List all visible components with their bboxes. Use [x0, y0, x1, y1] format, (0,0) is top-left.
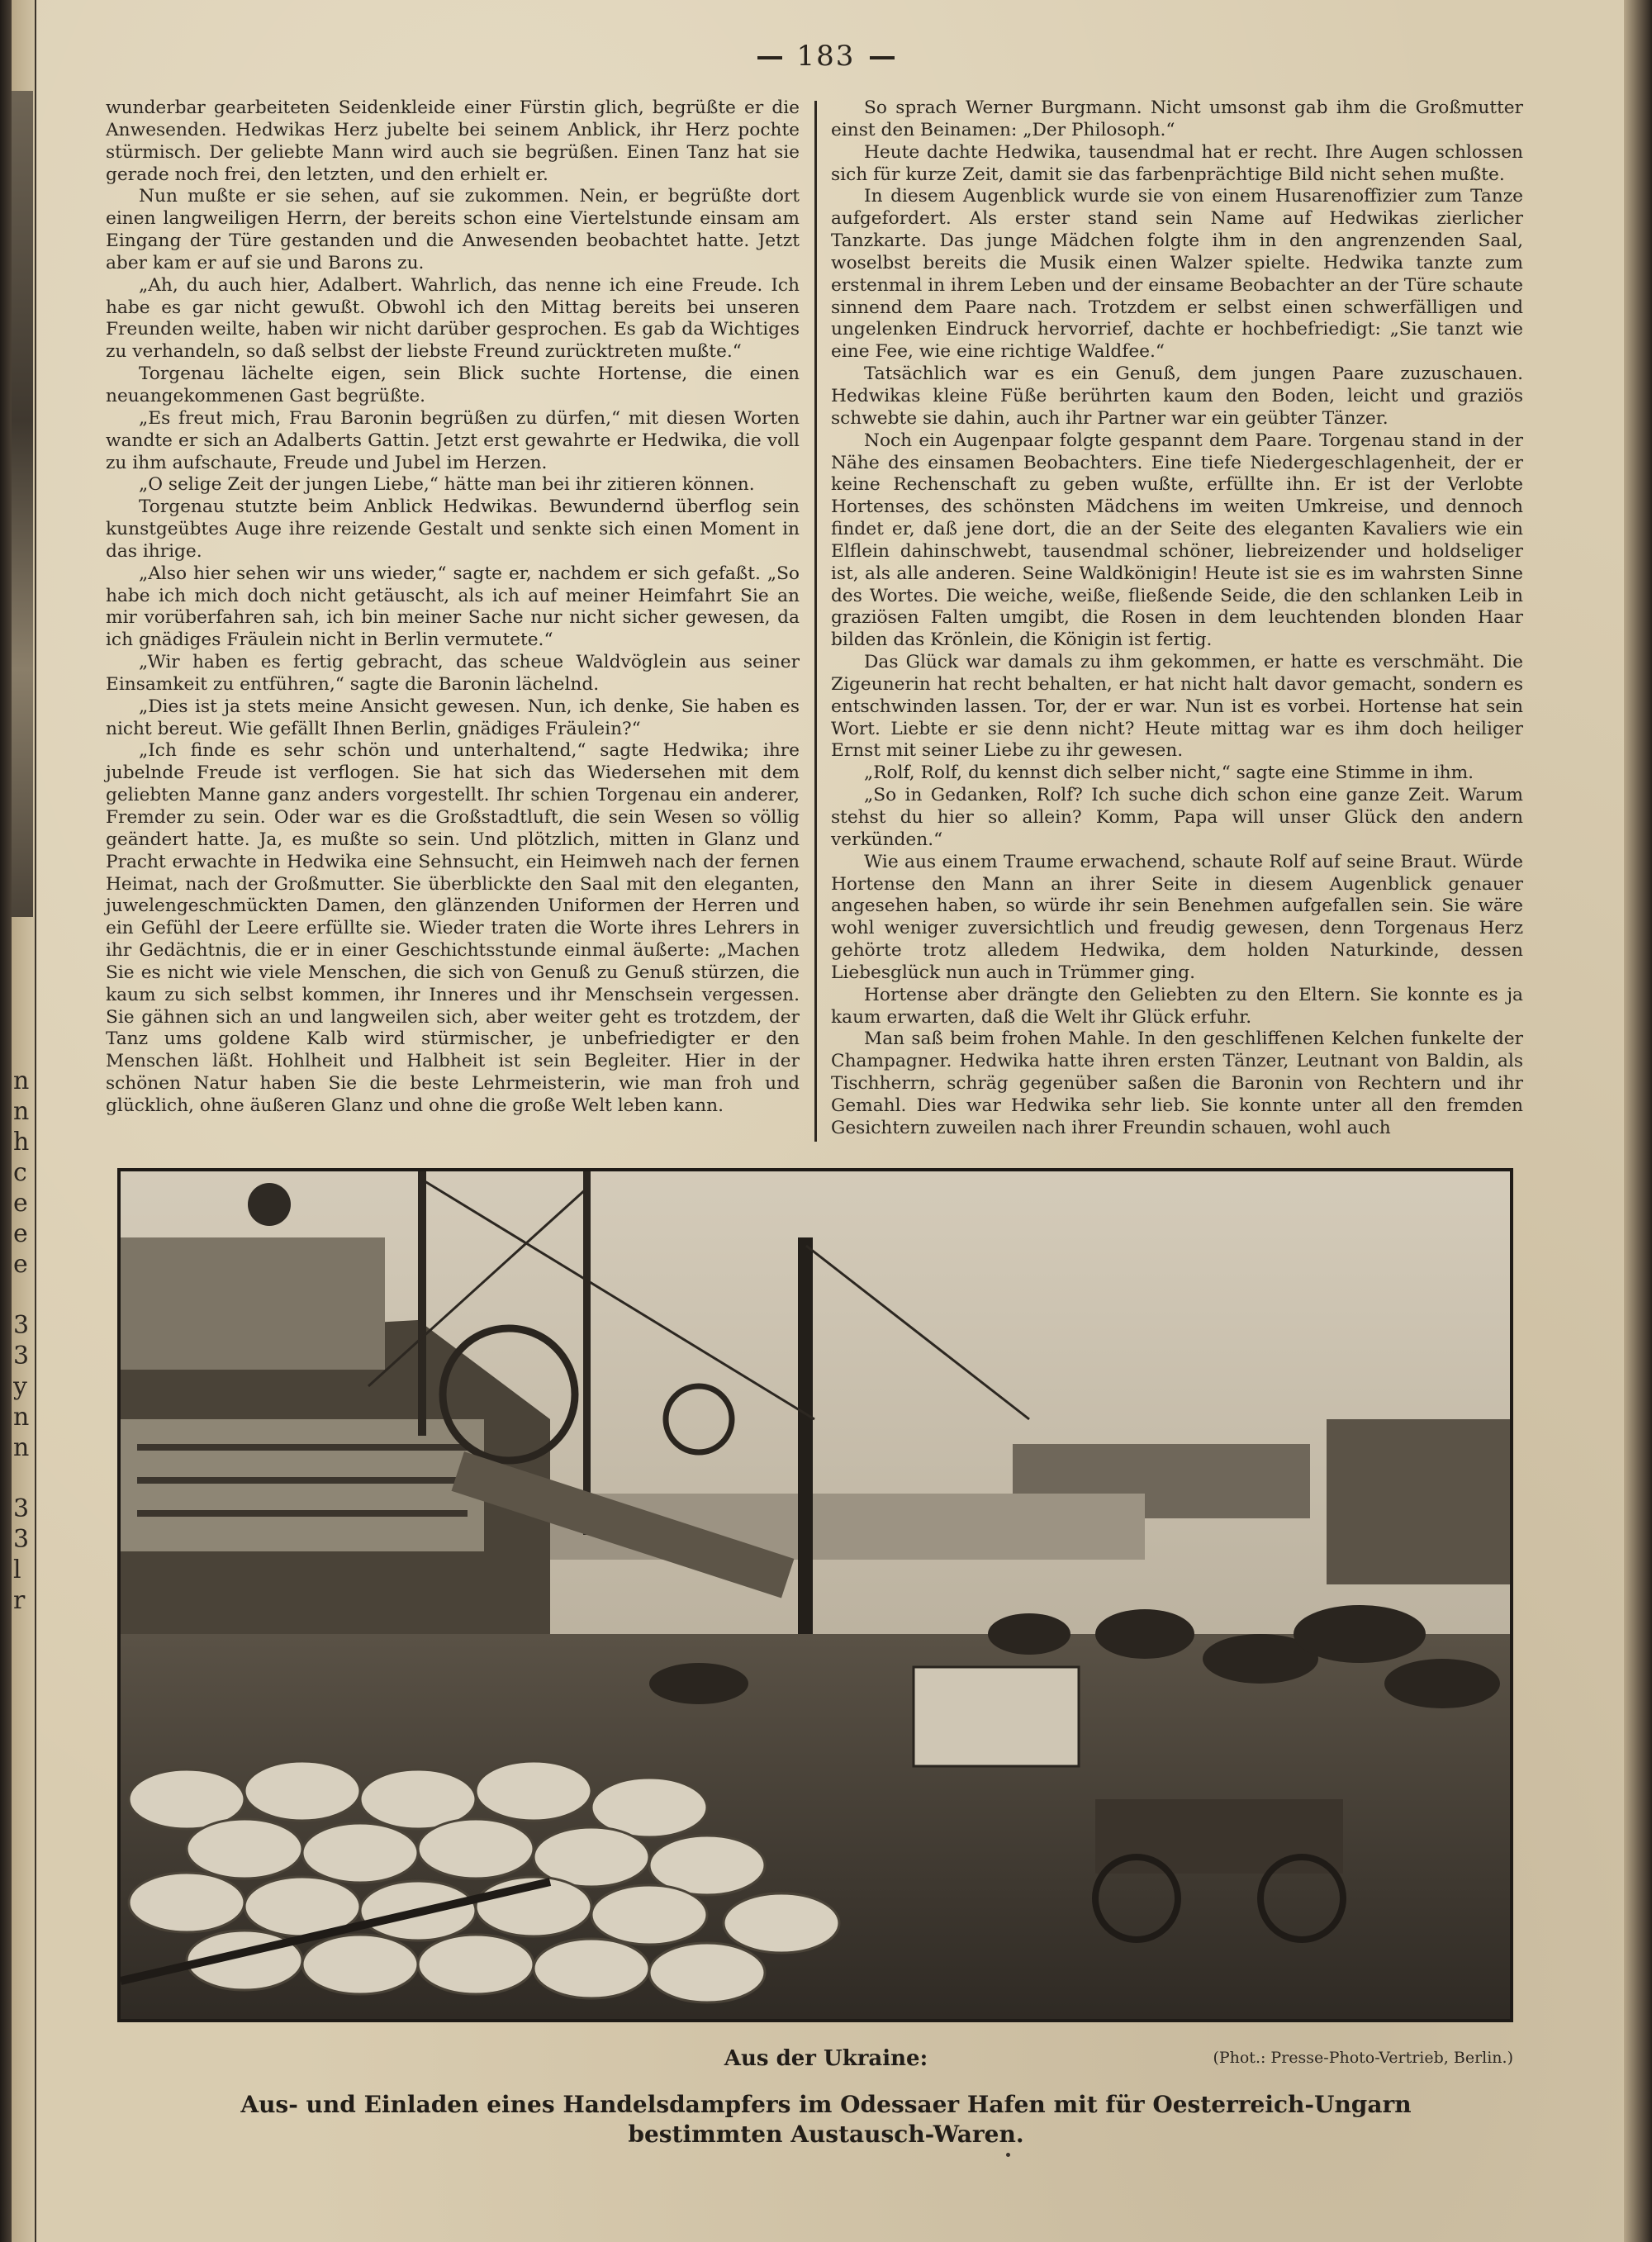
paragraph: „So in Gedanken, Rolf? Ich suche dich schon eine ganze Zeit. Warum stehst du hier so allein? Komm, Papa will unser Glück den andern verkünden.“ — [831, 785, 1523, 850]
photo-caption — [215, 2090, 1437, 2149]
previous-page-letter: n — [13, 1066, 30, 1095]
paragraph: Das Glück war damals zu ihm gekommen, er hatte es verschmäht. Die Zigeunerin hat recht behalten, er hat nicht halt davor gemacht, sondern es entschwinden lassen. Tor, der er war. Nun ist es vorbei. Hortense hat sein Wort. Liebte er sie denn nicht? Heute mittag war es ihm doch heiliger Ernst mit seiner Liebe zu ihr gewesen. — [831, 652, 1523, 762]
ship-porthole — [248, 1183, 291, 1226]
paragraph: „Wir haben es fertig gebracht, das scheue Waldvöglein aus seiner Einsamkeit zu entführen,“ sagte die Baronin lächelnd. — [106, 652, 800, 695]
previous-page-letter: e — [13, 1189, 28, 1218]
dash-right — [870, 56, 895, 59]
left-text-column — [106, 97, 800, 1138]
previous-page-letter: n — [13, 1097, 30, 1126]
previous-page-letter: 3 — [13, 1311, 30, 1340]
photo-caption-heading: Aus der Ukraine: — [724, 2046, 928, 2071]
ship-superstructure — [121, 1419, 484, 1551]
paragraph: Torgenau stutzte beim Anblick Hedwikas. Bewundernd überflog sein kunstgeübtes Auge ihre reizende Gestalt und senkte sich einen Moment in das ihrige. — [106, 496, 800, 562]
previous-page-letter: e — [13, 1219, 28, 1248]
paragraph: Noch ein Augenpaar folgte gespannt dem Paare. Torgenau stand in der Nähe des einsamen Beobachters. Eine tiefe Niedergeschlagenheit, der er keine Rechenschaft zu geben wußte, erfüllte ihn. Er ist der Verlobte Hortenses, des schönsten Mädchens im weiten Umkreise, und dennoch findet er, daß jene dort, die an der Seite des eleganten Kavaliers wie ein Elflein dahinschwebt, tausendmal schöner, liebreizender und holdseliger ist, als alle anderen. Seine Waldkönigin! Heute ist sie es im wahrsten Sinne des Wortes. Die weiche, weiße, fließende Seide, die den schlanken Leib in graziösen Falten umgibt, die Rosen in dem leuchtenden blonden Haar bilden das Krönlein, die Königin ist fertig. — [831, 430, 1523, 651]
previous-page-photo-fragment — [12, 91, 33, 917]
previous-page-letter: 3 — [13, 1494, 30, 1523]
paragraph: „Es freut mich, Frau Baronin begrüßen zu dürfen,“ mit diesen Worten wandte er sich an Adalberts Gattin. Jetzt erst gewahrte er Hedwika, die voll zu ihm aufschaute, Freude und Jubel im Herzen. — [106, 407, 800, 473]
paragraph: Tatsächlich war es ein Genuß, dem jungen Paare zuzuschauen. Hedwikas kleine Füße berührten kaum den Boden, leicht und graziös schwebte sie dahin, auch ihr Partner war ein geübter Tänzer. — [831, 363, 1523, 429]
paragraph: „Ich finde es sehr schön und unterhaltend,“ sagte Hedwika; ihre jubelnde Freude ist verflogen. Sie hat sich das Wiedersehen mit dem geliebten Manne ganz anders vorgestellt. Ihr schien Torgenau ein anderer, Fremder zu sein. Oder war es die Großstadtluft, die sein Wesen so völlig geändert hatte. Ja, es mußte so sein. Und plötzlich, mitten in Glanz und Pracht erwachte in Hedwika eine Sehnsucht, ein Heimweh nach der fernen Heimat, nach der Großmutter. Sie überblickte den Saal mit den eleganten, juwelengeschmückten Damen, den glänzenden Uniformen der Herren und ein Gefühl der Leere erfüllte sie. Wieder traten die Worte ihres Lehrers in ihr Gedächtnis, die er in einer Geschichtsstunde einmal äußerte: „Machen Sie es nicht wie viele Menschen, die sich von Genuß zu Genuß stürzen, die kaum zu sich selbst kommen, ihr Inneres und ihr Menschsein vergessen. Sie gähnen sich an und langweilen sich, aber weiter geht es trotzdem, der Tanz ums goldene Kalb wird stürmischer, je unbefriedigter er den Menschen läßt. Hohlheit und Halbheit ist sein Begleiter. Hier in der schönen Natur haben Sie die beste Lehrmeisterin, wie man froh und glücklich, ohne äußeren Glanz und ohne die große Welt leben kann. — [106, 740, 800, 1116]
distant-warehouse — [1327, 1419, 1510, 1584]
previous-page-letter: n — [13, 1433, 30, 1462]
print-mark — [1006, 2153, 1010, 2157]
paragraph: In diesem Augenblick wurde sie von einem Husarenoffizier zum Tanze aufgefordert. Als erster stand sein Name auf Hedwikas zierlicher Tanzkarte. Das junge Mädchen folgte ihm in den angrenzenden Saal, woselbst bereits die Musik einen Walzer spielte. Hedwika tanzte zum erstenmal in ihrem Leben und der einsame Beobachter an der Türe schaute sinnend dem Paare nach. Trotzdem er selbst einen schwerfälligen und ungelenken Eindruck hervorrief, dachte er hochbefriedigt: „Sie tanzt wie eine Fee, wie eine richtige Waldfee.“ — [831, 186, 1523, 363]
column-divider — [814, 101, 817, 1142]
previous-page-letter: l — [13, 1556, 21, 1584]
paragraph: „Ah, du auch hier, Adalbert. Wahrlich, das nenne ich eine Freude. Ich habe es gar nicht gewußt. Obwohl ich den Mittag bereits bei unseren Freunden weilte, haben wir nicht darüber gesprochen. Es gab da Wichtiges zu verhandeln, so daß selbst der liebste Freund zurücktreten mußte.“ — [106, 274, 800, 363]
previous-page-letter — [13, 1677, 33, 1708]
right-page-edge — [1624, 0, 1652, 2242]
photo-caption-line: bestimmten Austausch-Waren. — [628, 2121, 1024, 2148]
paragraph: „Also hier sehen wir uns wieder,“ sagte er, nachdem er sich gefaßt. „So habe ich mich doch nicht getäuscht, als ich auf meiner Heimfahrt Sie an mir vorüberfahren sah, ich bin meiner Sache nur nicht sicher gewesen, da ich gnädiges Fräulein nicht in Berlin vermutete.“ — [106, 563, 800, 651]
ship-deckhouse — [121, 1237, 385, 1370]
previous-page-letter: h — [13, 1128, 30, 1157]
previous-page-letter: n — [13, 1403, 30, 1432]
previous-page-text-fragment — [13, 1066, 33, 1708]
paragraph: Nun mußte er sie sehen, auf sie zukommen. Nein, er begrüßte dort einen langweiligen Herrn, der bereits schon eine Viertelstunde einsam am Eingang der Türe gestanden und die Anwesenden beobachtet hatte. Jetzt aber kam er auf sie und Barons zu. — [106, 186, 800, 273]
dash-left — [757, 56, 782, 59]
page-number-value: 183 — [796, 40, 856, 73]
photo-credit: (Phot.: Presse-Photo-Vertrieb, Berlin.) — [1213, 2049, 1513, 2067]
right-text-column — [831, 97, 1523, 1138]
paragraph: wunderbar gearbeiteten Seidenkleide einer Fürstin glich, begrüßte er die Anwesenden. Hedwikas Herz jubelte bei seinem Anblick, ihr Herz pochte stürmisch. Der geliebte Mann wird auch sie begrüßen. Einen Tanz hat sie gerade noch frei, den letzten, und den erhielt er. — [106, 97, 800, 185]
mast-center — [583, 1171, 591, 1535]
paragraph: Torgenau lächelte eigen, sein Blick suchte Hortense, die einen neuangekommenen Gast begrüßte. — [106, 363, 800, 406]
previous-page-letter: 3 — [13, 1525, 30, 1554]
crane-pole — [798, 1237, 813, 1700]
paragraph: „O selige Zeit der jungen Liebe,“ hätte man bei ihr zitieren können. — [139, 474, 755, 496]
paragraph: Man saß beim frohen Mahle. In den geschliffenen Kelchen funkelte der Champagner. Hedwika hatte ihren ersten Tänzer, Leutnant von Baldin, als Tischherrn, schräg gegenüber saßen die Baronin von Rechtern und ihr Gemahl. Dies war Hedwika sehr lieb. Sie konnte unter all den fremden Gesichtern zuweilen nach ihrer Freundin schauen, wohl auch — [831, 1028, 1523, 1138]
paragraph: Wie aus einem Traume erwachend, schaute Rolf auf seine Braut. Würde Hortense den Mann an ihrer Seite in diesem Augenblick genauer angesehen haben, so würde ihr sein Benehmen aufgefallen sein. Sie wäre wohl weniger zuversichtlich und freudig gewesen, denn Torgenaus Herz gehörte trotz alledem Hedwika, dem holden Naturkinde, dessen Liebesglück nun auch in Trümmer ging. — [831, 851, 1523, 983]
previous-page-letter: e — [13, 1250, 28, 1279]
mast-left — [418, 1171, 426, 1436]
paragraph: Hortense aber drängte den Geliebten zu den Eltern. Sie konnte es ja kaum erwarten, daß die Welt ihr Glück erfuhr. — [831, 984, 1523, 1028]
previous-page-letter — [13, 1280, 33, 1310]
paragraph: Heute dachte Hedwika, tausendmal hat er recht. Ihre Augen schlossen sich für kurze Zeit, damit sie das farbenprächtige Bild nicht sehen mußte. — [831, 141, 1523, 185]
paragraph: „Rolf, Rolf, du kennst dich selber nicht,“ sagte eine Stimme in ihm. — [864, 762, 1474, 784]
photo-illustration — [121, 1171, 1510, 2019]
previous-page-letter — [13, 1646, 33, 1677]
harbor-photograph — [117, 1168, 1513, 2022]
wooden-crate — [914, 1667, 1079, 1766]
previous-page-letter: 3 — [13, 1342, 30, 1370]
previous-page-letter: r — [13, 1586, 26, 1615]
paragraph: „Dies ist ja stets meine Ansicht gewesen. Nun, ich denke, Sie haben es nicht bereut. Wie gefällt Ihnen Berlin, gnädiges Fräulein?“ — [106, 696, 800, 739]
page-number — [0, 40, 1652, 73]
binding-edge — [0, 0, 12, 2242]
photo-caption-line: Aus- und Einladen eines Handelsdampfers im Odessaer Hafen mit für Oesterreich-Ungarn — [240, 2091, 1412, 2118]
previous-page-letter — [13, 1616, 33, 1646]
horse-cart — [1095, 1799, 1343, 1874]
paragraph: So sprach Werner Burgmann. Nicht umsonst gab ihm die Großmutter einst den Beinamen: „Der Philosoph.“ — [831, 97, 1523, 140]
previous-page-letter: c — [13, 1158, 27, 1187]
previous-page-letter: y — [13, 1372, 27, 1401]
previous-page-letter — [13, 1463, 33, 1494]
